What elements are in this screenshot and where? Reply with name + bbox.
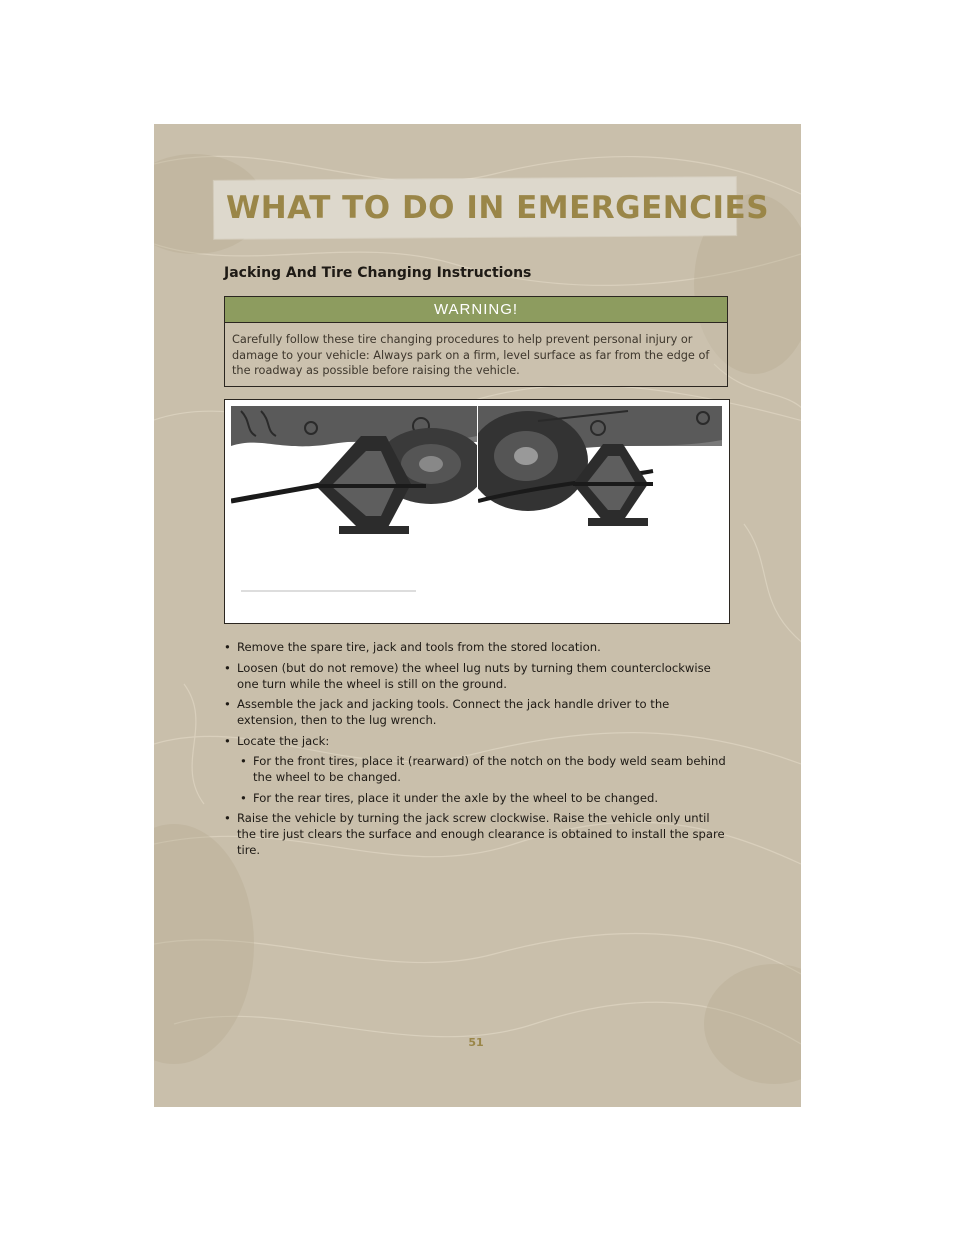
- section-heading: Jacking And Tire Changing Instructions: [224, 265, 532, 281]
- list-item-text: Assemble the jack and jacking tools. Connect the jack handle driver to the extension, then to the lug wrench.: [237, 697, 670, 727]
- list-item: [224, 639, 732, 655]
- page-title: WHAT TO DO IN EMERGENCIES: [226, 190, 770, 226]
- front-jack-illustration: [231, 406, 477, 617]
- bullet-icon: •: [224, 697, 231, 711]
- page-number: 51: [468, 1036, 484, 1049]
- warning-label: WARNING!: [225, 297, 727, 323]
- list-item-text: Remove the spare tire, jack and tools from the stored location.: [237, 640, 601, 654]
- list-item: [224, 660, 732, 692]
- bullet-icon: •: [224, 811, 231, 825]
- list-item-text: Raise the vehicle by turning the jack screw clockwise. Raise the vehicle only until the tire just clears the surface and enough clearance is obtained to install the spare tire.: [237, 811, 725, 857]
- rear-jack-illustration: [478, 406, 722, 617]
- warning-box: [224, 296, 728, 387]
- instruction-list: [224, 639, 732, 863]
- list-item-text: For the front tires, place it (rearward) of the notch on the body weld seam behind the wheel to be changed.: [253, 754, 726, 784]
- bullet-icon: •: [240, 754, 247, 768]
- list-item: [224, 696, 732, 728]
- list-item: [224, 810, 732, 858]
- bullet-icon: •: [224, 660, 231, 675]
- list-item: [224, 733, 732, 749]
- jack-illustration-figure: [224, 399, 730, 624]
- warning-text: Carefully follow these tire changing procedures to help prevent personal injury or damage to your vehicle: Always park on a firm, level surface as far from the edge of the roadway as possible before raising the vehicle.: [232, 333, 710, 377]
- bullet-icon: •: [224, 640, 231, 654]
- bullet-icon: •: [224, 733, 231, 748]
- list-subitem: [240, 790, 732, 806]
- list-item-text: Loosen (but do not remove) the wheel lug nuts by turning them counterclockwise one turn while the wheel is still on the ground.: [237, 660, 711, 691]
- manual-page: [154, 124, 801, 1107]
- list-item-text: Locate the jack:: [237, 733, 330, 748]
- bullet-icon: •: [240, 790, 247, 805]
- list-subitem: [240, 753, 732, 785]
- list-item-text: For the rear tires, place it under the axle by the wheel to be changed.: [253, 790, 659, 805]
